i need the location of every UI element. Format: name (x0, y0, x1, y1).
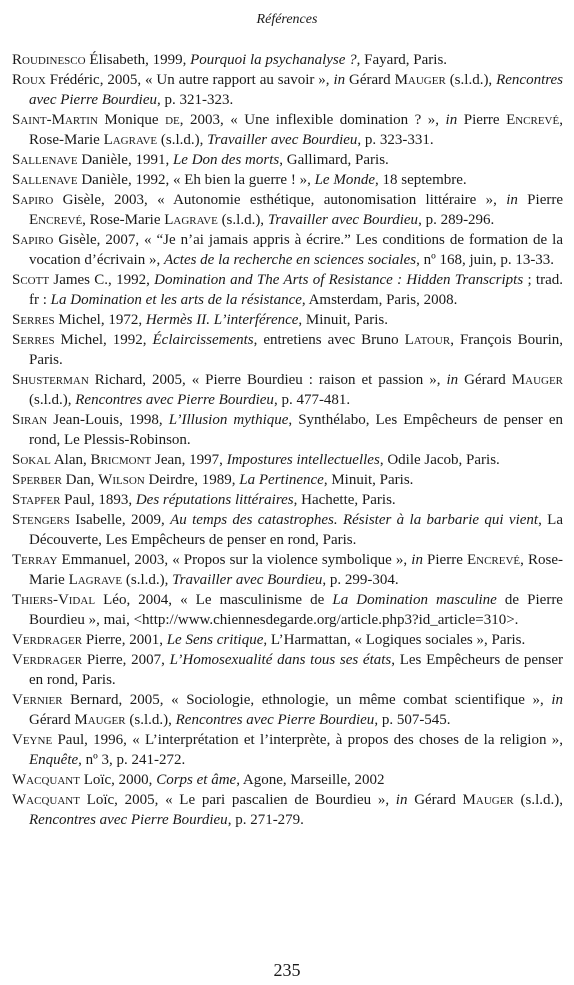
reference-text: , Minuit, Paris. (323, 472, 414, 488)
italic-text: in (506, 192, 518, 208)
author-name: Stapfer (12, 492, 61, 508)
italic-text: La Domination masculine (332, 592, 497, 608)
author-name: Sallenave (12, 172, 78, 188)
author-name: Shusterman (12, 372, 89, 388)
italic-text: Rencontres avec Pierre Bourdieu (75, 392, 274, 408)
reference-entry (12, 650, 563, 690)
reference-entry (12, 410, 563, 450)
italic-text: in (411, 552, 423, 568)
reference-text: , Odile Jacob, Paris. (379, 452, 500, 468)
italic-text: Rencontres avec Pierre Bourdieu (29, 72, 564, 108)
reference-text: , Synthélabo, Les Empêcheurs de penser en rond, Le Plessis-Robinson. (29, 412, 564, 448)
reference-text: Gérard (458, 372, 512, 388)
reference-text: (s.l.d.), (122, 572, 173, 588)
author-name: Lagrave (164, 212, 218, 228)
reference-text: , Amsterdam, Paris, 2008. (301, 292, 458, 308)
italic-text: Impostures intellectuelles (226, 452, 380, 468)
italic-text: Travailler avec Bourdieu (172, 572, 323, 588)
author-name: Wilson (98, 472, 145, 488)
reference-text: , Rose-Marie (82, 212, 165, 228)
reference-entry (12, 630, 563, 650)
author-name: Roux (12, 72, 46, 88)
reference-text: , Minuit, Paris. (298, 312, 389, 328)
reference-entry (12, 190, 563, 230)
reference-entry (12, 70, 563, 110)
reference-text: (s.l.d.), (125, 712, 176, 728)
reference-text: Michel, 1972, (54, 312, 146, 328)
reference-entry (12, 310, 563, 330)
running-header: Références (256, 12, 318, 27)
reference-entry (12, 790, 563, 830)
reference-text: Paul, 1893, (60, 492, 136, 508)
author-name: Lagrave (103, 132, 158, 148)
italic-text: Corps et âme (156, 772, 237, 788)
reference-list (12, 50, 563, 830)
reference-text: , nº 168, juin, p. 13-33. (416, 252, 555, 268)
author-name: Siran (12, 412, 48, 428)
reference-text: Loïc, 2005, « Le pari pascalien de Bourdieu », (79, 792, 396, 808)
reference-text: (s.l.d.), (217, 212, 268, 228)
author-name: Lagrave (68, 572, 123, 588)
author-name: Bricmont (90, 452, 152, 468)
reference-text: , p. 507-545. (374, 712, 451, 728)
author-name: Roudinesco (12, 52, 86, 68)
reference-entry (12, 470, 563, 490)
italic-text: Travailler avec Bourdieu (207, 132, 358, 148)
reference-text: (s.l.d.), (445, 72, 497, 88)
author-name: Mauger (511, 372, 564, 388)
author-name: Sokal (12, 452, 51, 468)
reference-text: Gisèle, 2007, « “Je n’ai jamais appris à écrire.” Les conditions de formation de la vocation d’écrivain », (29, 232, 563, 268)
reference-text: (s.l.d.), (157, 132, 208, 148)
author-name: Wacquant (12, 772, 80, 788)
reference-entry (12, 370, 563, 410)
reference-text: de Pierre Bourdieu », mai, <http://www.chiennesdegarde.org/article.php3?id_article=310>. (29, 592, 563, 628)
reference-text: Monique (97, 112, 166, 128)
reference-text: Pierre (457, 112, 507, 128)
reference-entry (12, 330, 563, 370)
reference-entry (12, 230, 563, 270)
reference-entry (12, 730, 563, 770)
reference-text: Loïc, 2000, (79, 772, 157, 788)
reference-text: Isabelle, 2009, (69, 512, 171, 528)
author-name: Sapiro (12, 192, 54, 208)
italic-text: Au temps des catastrophes. Résister à la barbarie qui vient (170, 512, 539, 528)
author-name: Verdrager (12, 632, 83, 648)
reference-text: Jean, 1997, (151, 452, 227, 468)
reference-text: Deirdre, 1989, (144, 472, 240, 488)
author-name: Serres (12, 312, 55, 328)
reference-text: , Rose-Marie (29, 552, 563, 588)
reference-entry (12, 110, 563, 150)
author-name: Latour (404, 332, 451, 348)
italic-text: La Domination et les arts de la résistance (50, 292, 302, 308)
reference-text: Pierre, 2007, (82, 652, 170, 668)
italic-text: Des réputations littéraires (135, 492, 294, 508)
reference-text: , La Découverte, Les Empêcheurs de penser en rond, Paris. (29, 512, 564, 548)
reference-text: ; trad. fr : (29, 272, 563, 308)
reference-text: Paul, 1996, « L’interprétation et l’interprète, à propos des choses de la religion », (52, 732, 563, 748)
reference-text: Gisèle, 2003, « Autonomie esthétique, autonomisation littéraire », (53, 192, 507, 208)
reference-text: , Gallimard, Paris. (279, 152, 389, 168)
reference-text: , François Bourin, Paris. (29, 332, 564, 368)
author-name: Encrevé (506, 112, 560, 128)
italic-text: Actes de la recherche en sciences sociales (163, 252, 417, 268)
reference-text: James C., 1992, (49, 272, 155, 288)
reference-text: Danièle, 1991, (77, 152, 173, 168)
reference-entry (12, 550, 563, 590)
author-name: Thiers-Vidal (12, 592, 96, 608)
italic-text: in (551, 692, 563, 708)
reference-text: , p. 321-323. (157, 92, 234, 108)
reference-entry (12, 450, 563, 470)
reference-text: Michel, 1992, (54, 332, 153, 348)
italic-text: Le Sens critique (166, 632, 264, 648)
italic-text: Le Monde (314, 172, 375, 188)
reference-text: , 2003, « Une inflexible domination ? », (179, 112, 446, 128)
author-name: Encrevé (466, 552, 521, 568)
reference-text: Pierre (422, 552, 467, 568)
reference-text: , p. 299-304. (322, 572, 399, 588)
italic-text: Le Don des morts (172, 152, 280, 168)
author-name: Mauger (462, 792, 514, 808)
reference-entry (12, 510, 563, 550)
reference-text: Pierre (517, 192, 563, 208)
italic-text: in (445, 112, 458, 128)
italic-text: Rencontres avec Pierre Bourdieu (175, 712, 375, 728)
author-name: Verdrager (12, 652, 83, 668)
reference-text: , entretiens avec Bruno (253, 332, 405, 348)
reference-text: Gérard (345, 72, 395, 88)
reference-entry (12, 170, 563, 190)
author-name: Mauger (394, 72, 446, 88)
reference-text: Richard, 2005, « Pierre Bourdieu : raison et passion », (88, 372, 447, 388)
author-name: Sapiro (12, 232, 54, 248)
author-name: Mauger (74, 712, 126, 728)
reference-text: Léo, 2004, « Le masculinisme de (95, 592, 333, 608)
reference-entry (12, 50, 563, 70)
author-name: Scott (12, 272, 50, 288)
reference-text: , Agone, Marseille, 2002 (236, 772, 385, 788)
italic-text: La Pertinence (239, 472, 324, 488)
italic-text: Domination and The Arts of Resistance : Hidden Transcripts (154, 272, 524, 288)
reference-text: Bernard, 2005, « Sociologie, ethnologie, un même combat scientifique », (62, 692, 552, 708)
reference-text: , Les Empêcheurs de penser en rond, Paris. (29, 652, 563, 688)
reference-text: , 18 septembre. (375, 172, 467, 188)
author-name: de (165, 112, 180, 128)
reference-text: Jean-Louis, 1998, (47, 412, 169, 428)
reference-entry (12, 270, 563, 310)
reference-text: Frédéric, 2005, « Un autre rapport au savoir », (45, 72, 334, 88)
author-name: Sperber (12, 472, 62, 488)
reference-entry (12, 590, 563, 630)
reference-entry (12, 770, 563, 790)
reference-text: , p. 323-331. (357, 132, 434, 148)
author-name: Stengers (12, 512, 70, 528)
reference-text: Gérard (407, 792, 463, 808)
author-name: Veyne (12, 732, 53, 748)
reference-text: Danièle, 1992, « Eh bien la guerre ! », (77, 172, 315, 188)
reference-entry (12, 150, 563, 170)
reference-text: Alan, (50, 452, 91, 468)
italic-text: L’Homosexualité dans tous ses états (169, 652, 392, 668)
italic-text: Rencontres avec Pierre Bourdieu (29, 812, 228, 828)
reference-text: , L’Harmattan, « Logiques sociales », Paris. (263, 632, 526, 648)
italic-text: Pourquoi la psychanalyse ? (190, 52, 357, 68)
italic-text: in (446, 372, 459, 388)
page-number: 235 (273, 960, 301, 980)
reference-text: , p. 477-481. (273, 392, 351, 408)
author-name: Serres (12, 332, 55, 348)
author-name: Vernier (12, 692, 63, 708)
author-name: Saint-Martin (12, 112, 98, 128)
reference-text: (s.l.d.), (513, 792, 563, 808)
italic-text: in (395, 792, 408, 808)
italic-text: Hermès II. L’interférence (145, 312, 299, 328)
reference-text: Pierre, 2001, (82, 632, 167, 648)
reference-text: , Fayard, Paris. (356, 52, 448, 68)
reference-text: Gérard (29, 712, 75, 728)
reference-text: , nº 3, p. 241-272. (78, 752, 186, 768)
reference-entry (12, 690, 563, 730)
reference-text: Emmanuel, 2003, « Propos sur la violence symbolique », (57, 552, 412, 568)
italic-text: Enquête (29, 752, 79, 768)
author-name: Sallenave (12, 152, 78, 168)
author-name: Wacquant (12, 792, 80, 808)
author-name: Terray (12, 552, 58, 568)
reference-entry (12, 490, 563, 510)
italic-text: L’Illusion mythique (168, 412, 289, 428)
reference-text: , Hachette, Paris. (293, 492, 396, 508)
reference-text: , p. 271-279. (227, 812, 304, 828)
reference-text: Dan, (61, 472, 99, 488)
reference-text: Élisabeth, 1999, (85, 52, 191, 68)
italic-text: Éclaircissements (152, 332, 254, 348)
reference-text: , Rose-Marie (29, 112, 563, 148)
reference-text: , p. 289-296. (418, 212, 495, 228)
author-name: Encrevé (29, 212, 83, 228)
italic-text: in (333, 72, 346, 88)
italic-text: Travailler avec Bourdieu (267, 212, 419, 228)
reference-text: (s.l.d.), (29, 392, 76, 408)
